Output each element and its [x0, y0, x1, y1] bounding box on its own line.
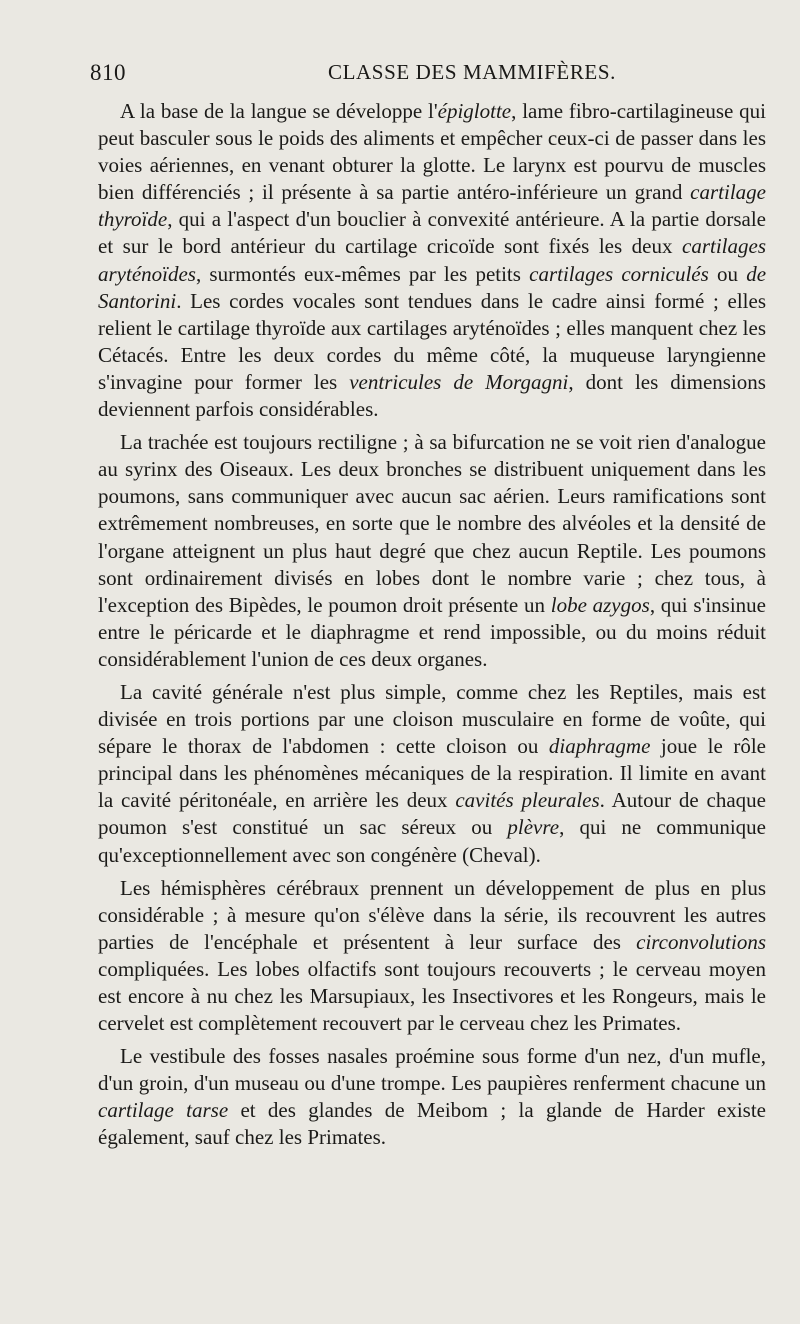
page-number: 810 — [90, 60, 126, 85]
text-run: A la base de la langue se développe l' — [120, 99, 438, 123]
text-run: , surmontés eux-mêmes par les petits — [195, 261, 530, 286]
paragraph-trachea — [98, 429, 766, 673]
text-run: joue le rôle principal dans les phénomènes mécaniques de la respiration. Il limite en avant la cavité péritonéale, en arrière les deux — [98, 734, 766, 813]
paragraph-brain — [98, 875, 766, 1038]
italic-term: cartilage tarse — [98, 1098, 229, 1123]
italic-term: épiglotte — [437, 99, 512, 123]
text-run: . Autour de chaque poumon s'est constitué un sac séreux ou — [98, 788, 767, 840]
italic-term: plèvre — [507, 815, 560, 840]
text-run: , qui s'insinue entre le péricarde et le diaphragme et rend impossible, ou du moins réduit considérablement l'union de ces deux organes. — [98, 592, 767, 671]
italic-term: cartilage thyroïde — [98, 180, 766, 232]
italic-term: cartilages corniculés — [529, 261, 709, 286]
text-run: , qui ne communique qu'exceptionnellement avec son congénère (Cheval). — [98, 815, 766, 867]
text-run: ou — [708, 261, 747, 286]
page-header — [90, 52, 766, 92]
italic-term: ventricules de Morgagni — [349, 369, 569, 394]
italic-term: circonvolutions — [636, 929, 766, 954]
text-run: La trachée est toujours rectiligne ; à sa bifurcation ne se voit rien d'analogue au syrinx des Oiseaux. Les deux bronches se distribuent uniquement dans les poumons, sans communiquer avec aucun sac aérien. Leurs ramifications sont extrêmement nombreuses, en sorte que le nombre des alvéoles et la densité de l'organe atteignent un plus haut degré que chez aucun Reptile. Les poumons sont ordinairement divisés en lobes dont le nombre varie ; chez tous, à l'exception des Bipèdes, le poumon droit présente un — [98, 430, 766, 617]
text-run: . Les cordes vocales sont tendues dans le cadre ainsi formé ; elles relient le cartilage thyroïde aux cartilages aryténoïdes ; elles manquent chez les Cétacés. Entre les deux cordes du même côté, la muqueuse laryngienne s'invagine pour former les — [98, 288, 766, 394]
paragraph-nasal-vestibule — [98, 1043, 766, 1151]
text-run: , qui a l'aspect d'un bouclier à convexité antérieure. A la partie dorsale et sur le bord antérieur du cartilage cricoïde sont fixés les deux — [98, 207, 766, 259]
text-run: , dont les dimensions deviennent parfois considérables. — [98, 369, 766, 422]
italic-term: cavités pleurales — [455, 788, 600, 813]
italic-term: lobe azygos — [550, 592, 650, 617]
text-run: Le vestibule des fosses nasales proémine sous forme d'un nez, d'un mufle, d'un groin, d'un museau ou d'une trompe. Les paupières renferment chacune un — [98, 1044, 766, 1096]
text-run: et des glandes de Meibom ; la glande de Harder existe également, sauf chez les Primates. — [98, 1098, 766, 1150]
paragraph-general-cavity — [98, 679, 766, 869]
text-run: La cavité générale n'est plus simple, comme chez les Reptiles, mais est divisée en trois portions par une cloison musculaire en forme de voûte, qui sépare le thorax de l'abdomen : cette cloison ou — [98, 679, 766, 759]
running-title: CLASSE DES MAMMIFÈRES. — [327, 60, 616, 84]
text-run: compliquées. Les lobes olfactifs sont toujours recouverts ; le cerveau moyen est encore à nu chez les Marsupiaux, les Insectivores et les Rongeurs, mais le cervelet est complètement recouvert par le cerveau chez les Primates. — [98, 956, 766, 1036]
italic-term: diaphragme — [548, 734, 651, 759]
body-text — [98, 98, 766, 1152]
italic-term: de Santorini — [98, 261, 767, 313]
paragraph-larynx — [98, 98, 766, 423]
italic-term: cartilages aryténoïdes — [98, 234, 766, 286]
text-run: , lame fibro-cartilagineuse qui peut basculer sous le poids des aliments et empêcher ceux-ci de passer dans les voies aériennes, en venant obturer la glotte. Le larynx est pourvu de muscles bien différenciés ; il présente à sa partie antéro-inférieure un grand — [98, 99, 766, 205]
text-run: Les hémisphères cérébraux prennent un développement de plus en plus considérable ; à mesure qu'on s'élève dans la série, ils recouvrent les autres parties de l'encéphale et présentent à leur surface des — [98, 875, 766, 954]
